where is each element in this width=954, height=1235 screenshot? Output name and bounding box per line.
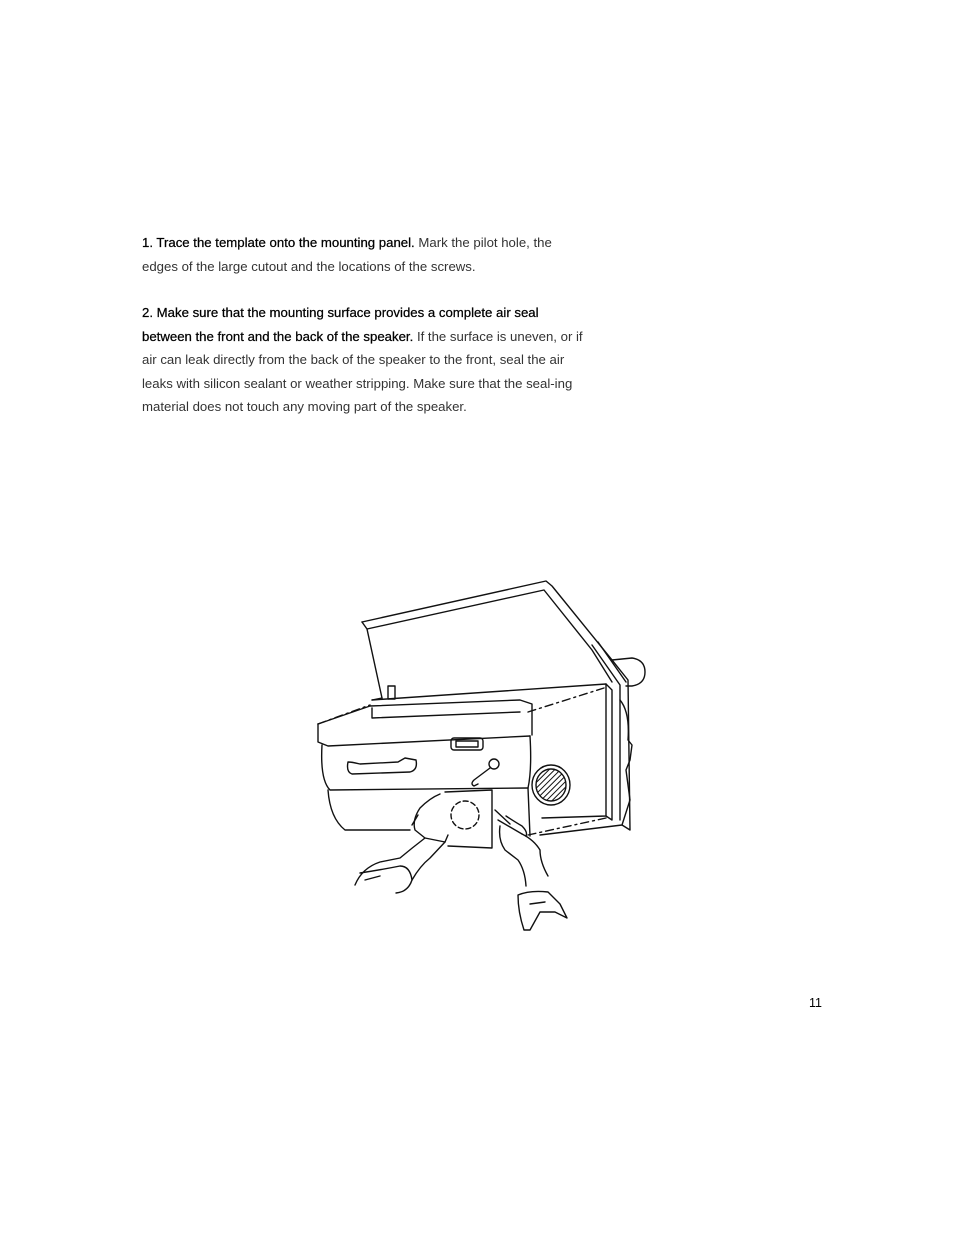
step-1-body: Mark the pilot hole, the edges of the large cutout and the locations of the screws.: [142, 235, 552, 274]
page-number: 11: [809, 996, 822, 1010]
car-door-template-tracing-icon: [300, 570, 660, 945]
step-1-lead: 1. Trace the template onto the mounting panel.: [142, 235, 415, 250]
instruction-step-1: [142, 231, 590, 278]
step-2-lead: 2. Make sure that the mounting surface provides a complete air seal between the front and the back of the speaker.: [142, 305, 539, 344]
step-2-body: If the surface is uneven, or if air can leak directly from the back of the speaker to the front, seal the air leaks with silicon sealant or weather stripping. Make sure that the seal-ing material does not touch any moving part of the speaker.: [142, 328, 583, 414]
car-door-illustration: [300, 570, 660, 945]
instruction-step-2: [142, 301, 590, 419]
